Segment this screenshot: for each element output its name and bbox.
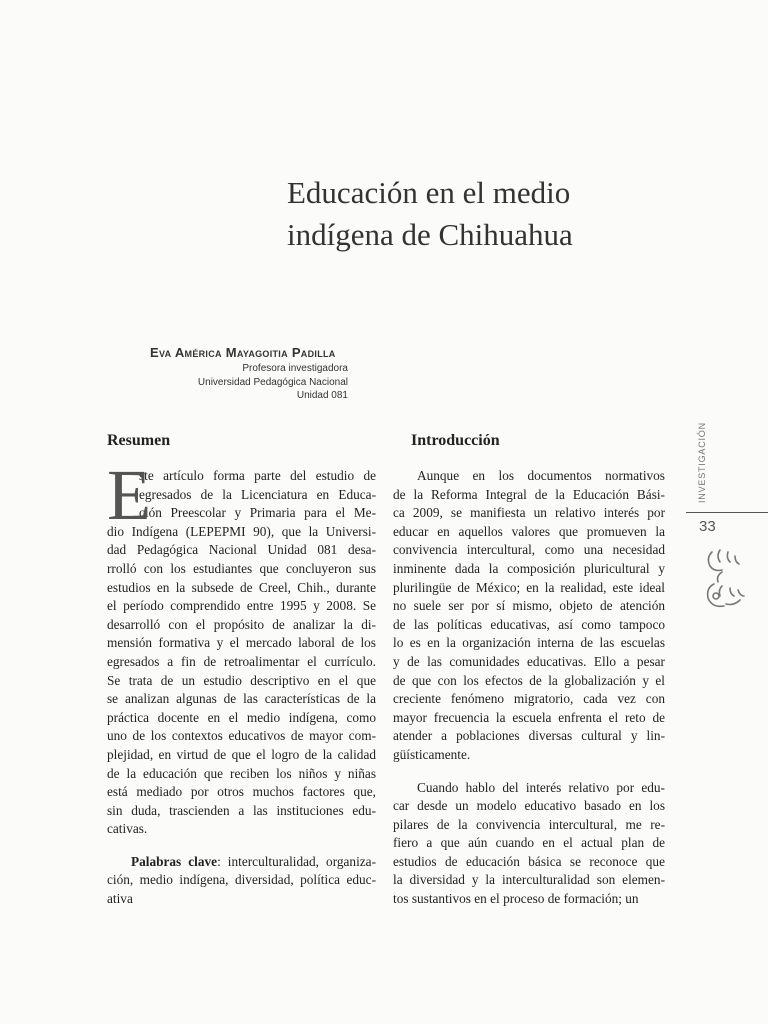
text-line: ca 2009, se manifiesta un relativo interés por xyxy=(393,505,665,521)
text-line: no suele ser por sí mismo, objeto de atención xyxy=(393,598,665,614)
text-line: inminente dada la composición pluricultural y xyxy=(393,560,665,576)
text-line: fiero a que aún cuando en el actual plan de xyxy=(393,835,665,851)
author-name: Eva América Mayagoitia Padilla xyxy=(150,345,336,360)
text-line: de la educación que reciben los niños y niñas xyxy=(107,765,376,781)
text-line: y de las comunidades educativas. Ello a pesar xyxy=(393,653,665,669)
page-number: 33 xyxy=(699,518,716,535)
author-position: Profesora investigadora xyxy=(242,363,348,374)
text-line: Cuando hablo del interés relativo por edu- xyxy=(417,779,665,795)
drop-cap: E xyxy=(107,455,151,535)
text-line: Aunque en los documentos normativos xyxy=(417,468,665,483)
text-line: estudios de educación básica se reconoce que xyxy=(393,853,665,869)
text-line: cativas. xyxy=(107,821,148,837)
keywords-line: ativa xyxy=(107,891,133,907)
text-line: egresados de la Licenciatura en Educa- xyxy=(139,486,376,502)
intro-paragraph-2 xyxy=(393,779,665,909)
text-line: mayor frecuencia la escuela enfrenta el reto de xyxy=(393,709,665,725)
text-line: creciente fenómeno migratorio, cada vez con xyxy=(393,691,665,707)
text-line: dio Indígena (LEPEPMI 90), que la Universi- xyxy=(107,523,376,539)
text-line: car desde un modelo educativo basado en los xyxy=(393,798,665,814)
text-line: ción Preescolar y Primaria para el Me- xyxy=(139,505,376,521)
text-line: egresados a fin de retroalimentar el currículo. xyxy=(107,653,376,669)
text-line: atender a poblaciones diversas cultural y lin- xyxy=(393,728,665,744)
text-line: se analizan algunas de las características de la xyxy=(107,691,376,707)
text-line: plurilingüe de México; en la realidad, este ideal xyxy=(393,579,665,595)
text-line: plejidad, en virtud de que el logro de la calidad xyxy=(107,746,376,762)
text-line: lo es en la organización interna de las escuelas xyxy=(393,635,665,651)
text-line: convivencia intercultural, como una necesidad xyxy=(393,542,665,558)
keywords xyxy=(107,853,376,909)
title-line-2: indígena de Chihuahua xyxy=(287,217,573,252)
author-institution: Universidad Pedagógica Nacional xyxy=(197,376,348,388)
keywords-label: Palabras clave xyxy=(131,853,218,869)
text-line: está mediado por otros muchos factores que, xyxy=(107,784,376,800)
keywords-line xyxy=(107,853,376,872)
text-line: güísticamente. xyxy=(393,746,471,762)
text-line: sin duda, trascienden a las instituciones edu- xyxy=(107,802,376,818)
resumen-heading: Resumen xyxy=(107,432,171,449)
author-affiliation xyxy=(198,362,348,403)
text-line: Se trata de un estudio descriptivo en el que xyxy=(107,672,376,688)
text-line: rrolló con los estudiantes que concluyeron sus xyxy=(107,560,376,576)
introduccion-body xyxy=(393,467,665,909)
text-line: de la Reforma Integral de la Educación Bási- xyxy=(393,486,665,502)
text-line: el período comprendido entre 1995 y 2008. Se xyxy=(107,598,376,614)
keywords-text: : interculturalidad, organiza- xyxy=(217,853,376,869)
text-line: de las políticas educativas, así como tampoco xyxy=(393,616,665,632)
intro-paragraph-1 xyxy=(393,467,665,765)
keywords-line: ción, medio indígena, diversidad, política educ- xyxy=(107,872,376,888)
text-line: práctica docente en el medio indígena, como xyxy=(107,709,376,725)
text-line: educar en aquellos valores que promueven la xyxy=(393,523,665,539)
margin-rule xyxy=(686,512,768,513)
text-line: uno de los contextos educativos de mayor com- xyxy=(107,728,376,744)
text-line: desarrolló con el propósito de analizar la di- xyxy=(107,616,376,632)
article-title xyxy=(287,172,647,256)
author-unit: Unidad 081 xyxy=(296,390,348,401)
text-line: estudios en la subsede de Creel, Chih., durante xyxy=(107,579,376,595)
text-line: la diversidad y la interculturalidad son elemen- xyxy=(393,872,665,888)
decorative-ornament-icon xyxy=(700,546,750,614)
text-line: tos sustantivos en el proceso de formación; un xyxy=(393,891,639,907)
introduccion-heading: Introducción xyxy=(411,432,500,449)
text-line: pilares de la convivencia intercultural, me re- xyxy=(393,816,665,832)
text-line: de que con los efectos de la globalización y el xyxy=(393,672,665,688)
text-line: ste artículo forma parte del estudio de xyxy=(139,468,376,483)
text-line: mensión formativa y el mercado laboral de los xyxy=(107,635,376,651)
title-line-1: Educación en el medio xyxy=(287,175,571,210)
text-line: dad Pedagógica Nacional Unidad 081 desa- xyxy=(107,542,376,558)
resumen-body xyxy=(107,455,376,909)
section-label: INVESTIGACIÓN xyxy=(697,422,707,503)
